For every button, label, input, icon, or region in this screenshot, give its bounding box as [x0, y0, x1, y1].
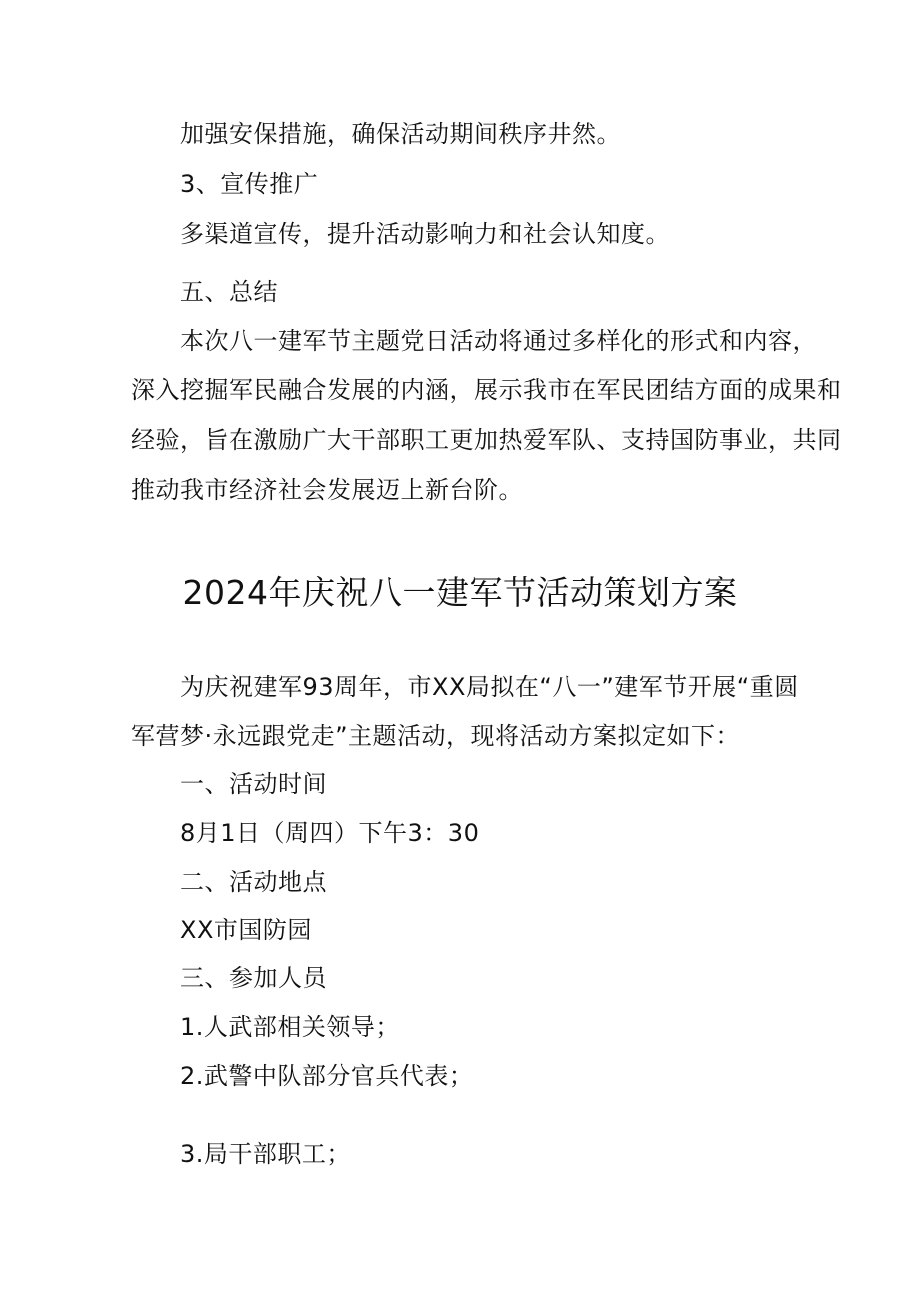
summary-line: 经验，旨在激励广大干部职工更加热爱军队、支持国防事业，共同 [131, 426, 842, 454]
security-text: 加强安保措施，确保活动期间秩序井然。 [180, 120, 621, 148]
participants-heading: 三、参加人员 [180, 964, 327, 992]
participant-item: 1.人武部相关领导； [180, 1013, 400, 1041]
intro-line: 军营梦·永远跟党走”主题活动，现将活动方案拟定如下： [131, 722, 741, 750]
participant-item: 3.局干部职工； [180, 1140, 351, 1168]
time-value: 8月1日（周四）下午3：30 [180, 819, 480, 847]
summary-heading: 五、总结 [180, 278, 278, 306]
page-title: 2024年庆祝八一建军节活动策划方案 [182, 573, 738, 612]
summary-line: 推动我市经济社会发展迈上新台阶。 [131, 476, 523, 504]
participant-item: 2.武警中队部分官兵代表； [180, 1062, 474, 1090]
time-heading: 一、活动时间 [180, 770, 327, 798]
summary-line: 深入挖掘军民融合发展的内涵，展示我市在军民团结方面的成果和 [131, 376, 842, 404]
location-heading: 二、活动地点 [180, 868, 327, 896]
summary-line: 本次八一建军节主题党日活动将通过多样化的形式和内容， [180, 327, 817, 355]
intro-line: 为庆祝建军93周年，市XX局拟在“八一”建军节开展“重圆 [180, 673, 799, 701]
location-value: XX市国防园 [180, 916, 312, 944]
publicity-heading: 3、宣传推广 [180, 170, 319, 198]
publicity-text: 多渠道宣传，提升活动影响力和社会认知度。 [180, 220, 670, 248]
